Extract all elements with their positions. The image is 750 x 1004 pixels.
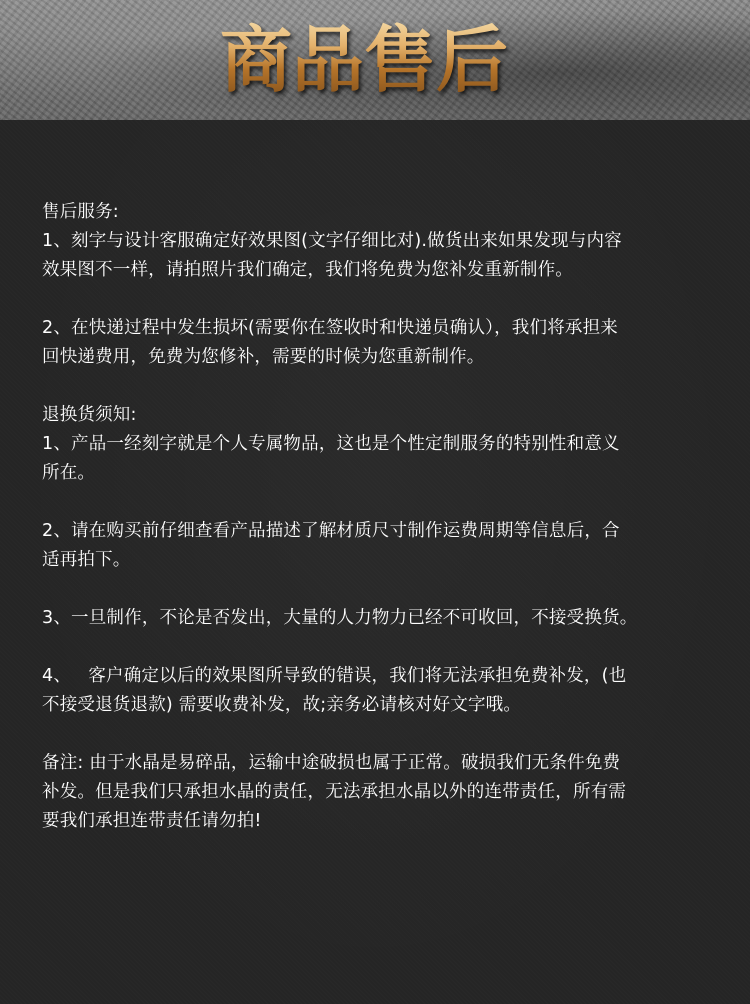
spacer <box>42 633 746 662</box>
note-line-2: 补发。但是我们只承担水晶的责任，无法承担水晶以外的连带责任，所有需 <box>42 782 627 802</box>
policy-text <box>42 198 746 836</box>
after-sales-item-1-line-1: 1、刻字与设计客服确定好效果图(文字仔细比对).做货出来如果发现与内容 <box>42 231 622 251</box>
banner-title: 商品售后 <box>220 14 520 106</box>
spacer <box>42 575 746 604</box>
after-sales-heading: 售后服务: <box>42 202 119 222</box>
after-sales-item-2-line-2: 回快递费用，免费为您修补，需要的时候为您重新制作。 <box>42 347 485 367</box>
returns-item-3-line-1: 3、一旦制作，不论是否发出，大量的人力物力已经不可收回，不接受换货。 <box>42 608 638 628</box>
returns-item-1-line-2: 所在。 <box>42 463 96 483</box>
returns-item-4-line-1: 4、 客户确定以后的效果图所导致的错误，我们将无法承担免费补发，(也 <box>42 666 627 686</box>
note-line-3: 要我们承担连带责任请勿拍! <box>42 811 262 831</box>
spacer <box>42 488 746 517</box>
returns-item-1-line-1: 1、产品一经刻字就是个人专属物品，这也是个性定制服务的特别性和意义 <box>42 434 620 454</box>
returns-item-2-line-2: 适再拍下。 <box>42 550 131 570</box>
after-sales-item-2-line-1: 2、在快递过程中发生损坏(需要你在签收时和快递员确认），我们将承担来 <box>42 318 619 338</box>
spacer <box>42 285 746 314</box>
content-panel <box>0 120 750 1004</box>
note-line-1: 备注: 由于水晶是易碎品，运输中途破损也属于正常。破损我们无条件免费 <box>42 753 621 773</box>
returns-item-2-line-1: 2、请在购买前仔细查看产品描述了解材质尺寸制作运费周期等信息后，合 <box>42 521 620 541</box>
returns-item-4-line-2: 不接受退货退款) 需要收费补发，故;亲务必请核对好文字哦。 <box>42 695 522 715</box>
returns-heading: 退换货须知: <box>42 405 137 425</box>
after-sales-item-1-line-2: 效果图不一样，请拍照片我们确定，我们将免费为您补发重新制作。 <box>42 260 573 280</box>
spacer <box>42 372 746 401</box>
spacer <box>42 720 746 749</box>
title-banner <box>0 0 750 120</box>
